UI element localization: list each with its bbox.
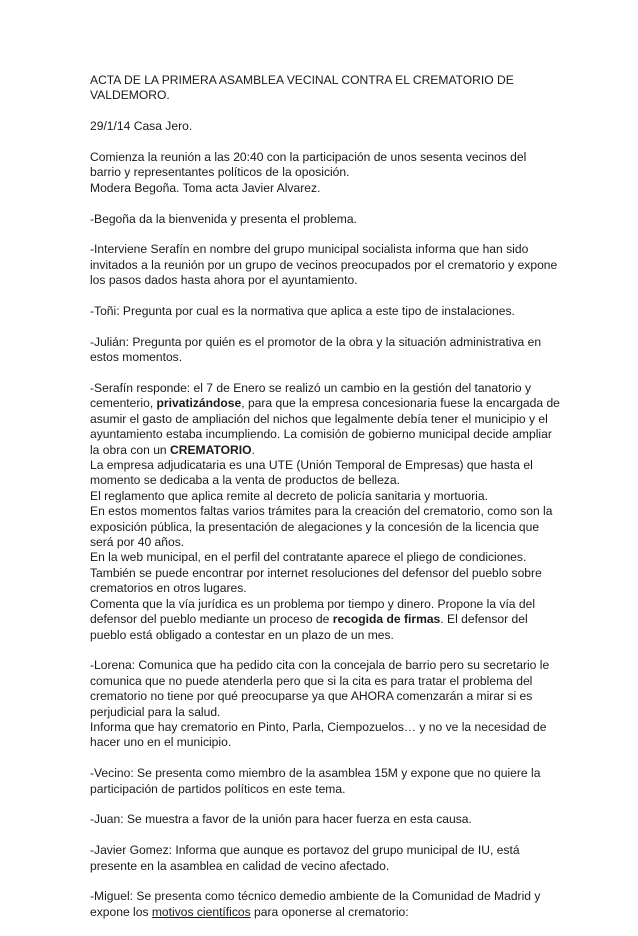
underlined-scientific-reasons: motivos científicos: [151, 904, 251, 919]
intro-line: Comienza la reunión a las 20:40 con la participación de unos sesenta vecinos del barrio y representantes políticos de la oposición.: [90, 150, 527, 180]
document-title: ACTA DE LA PRIMERA ASAMBLEA VECINAL CONTRA EL CREMATORIO DE VALDEMORO.: [90, 73, 514, 103]
bold-signature-collection: recogida de firmas: [332, 612, 441, 627]
toni-question: -Toñi: Pregunta por cual es la normativa que aplica a este tipo de instalaciones.: [90, 304, 515, 319]
begona-intervention: -Begoña da la bienvenida y presenta el problema.: [90, 211, 357, 226]
javier-gomez-intervention: -Javier Gomez: Informa que aunque es portavoz del grupo municipal de IU, está presente en la asamblea en calidad de vecino afectado.: [90, 843, 520, 873]
serafin-response-text: -Serafín responde: el 7 de Enero se realizó un cambio en la gestión del tanatorio y cementerio,: [90, 381, 532, 411]
miguel-text: para oponerse al crematorio:: [250, 904, 409, 919]
serafin-response-line: La empresa adjudicataria es una UTE (Unión Temporal de Empresas) que hasta el momento se dedicaba a la venta de productos de belleza.: [90, 458, 533, 488]
miguel-intervention: [90, 889, 560, 920]
serafin-response-line: En estos momentos faltas varios trámites para la creación del crematorio, como son la exposición pública, la presentación de alegaciones y la concesión de la licencia que será por 40 años.: [90, 504, 553, 550]
serafin-intervention: -Interviene Serafín en nombre del grupo municipal socialista informa que han sido invitados a la reunión por un grupo de vecinos preocupados por el crematorio y expone los pasos dados hasta ahora por el ayuntamiento.: [90, 242, 558, 288]
lorena-line: Informa que hay crematorio en Pinto, Parla, Ciempozuelos… y no ve la necesidad de hacer uno en el municipio.: [90, 719, 547, 750]
serafin-response: [90, 381, 560, 643]
vecino-intervention: -Vecino: Se presenta como miembro de la asamblea 15M y expone que no quiere la participación de partidos políticos en este tema.: [90, 766, 541, 796]
intro-paragraph: [90, 150, 560, 196]
serafin-response-text: .: [251, 442, 255, 457]
moderator-line: Modera Begoña. Toma acta Javier Alvarez.: [90, 180, 321, 195]
miguel-text: -Miguel: Se presenta como técnico demedio ambiente de la Comunidad de Madrid y expone los: [90, 889, 541, 919]
serafin-response-line: El reglamento que aplica remite al decreto de policía sanitaria y mortuoria.: [90, 488, 488, 503]
document-body: [90, 73, 560, 936]
serafin-response-text: Comenta que la vía jurídica es un problema por tiempo y dinero. Propone la vía del defensor del pueblo mediante un proceso de: [90, 596, 536, 627]
serafin-response-line: También se puede encontrar por internet resoluciones del defensor del pueblo sobre crematorios en otros lugares.: [90, 565, 542, 596]
bold-crematorio: CREMATORIO: [170, 442, 252, 457]
serafin-response-text: , para que la empresa concesionaria fuese la encargada de asumir el gasto de ampliación del nichos que legalmente debía tener el municipio y el ayuntamiento estaba incumpliendo. La comisión de gobierno municipal decide ampliar la obra con un: [90, 396, 560, 457]
juan-intervention: -Juan: Se muestra a favor de la unión para hacer fuerza en esta causa.: [90, 812, 472, 827]
serafin-response-text: . El defensor del pueblo está obligado a contestar en un plazo de un mes.: [90, 612, 528, 642]
lorena-intervention: [90, 658, 560, 750]
serafin-response-line: En la web municipal, en el perfil del contratante aparece el pliego de condiciones.: [90, 550, 527, 565]
bold-privatization: privatizándose: [156, 396, 242, 411]
lorena-line: -Lorena: Comunica que ha pedido cita con la concejala de barrio pero su secretario le comunica que no puede atenderla pero que si la cita es para tratar el problema del crematorio no tiene por qué preocuparse ya que AHORA comenzarán a mirar si es perjudicial para la salud.: [90, 658, 550, 719]
julian-question: -Julián: Pregunta por quién es el promotor de la obra y la situación administrativa en estos momentos.: [90, 334, 542, 365]
meeting-date-place: 29/1/14 Casa Jero.: [90, 119, 193, 134]
